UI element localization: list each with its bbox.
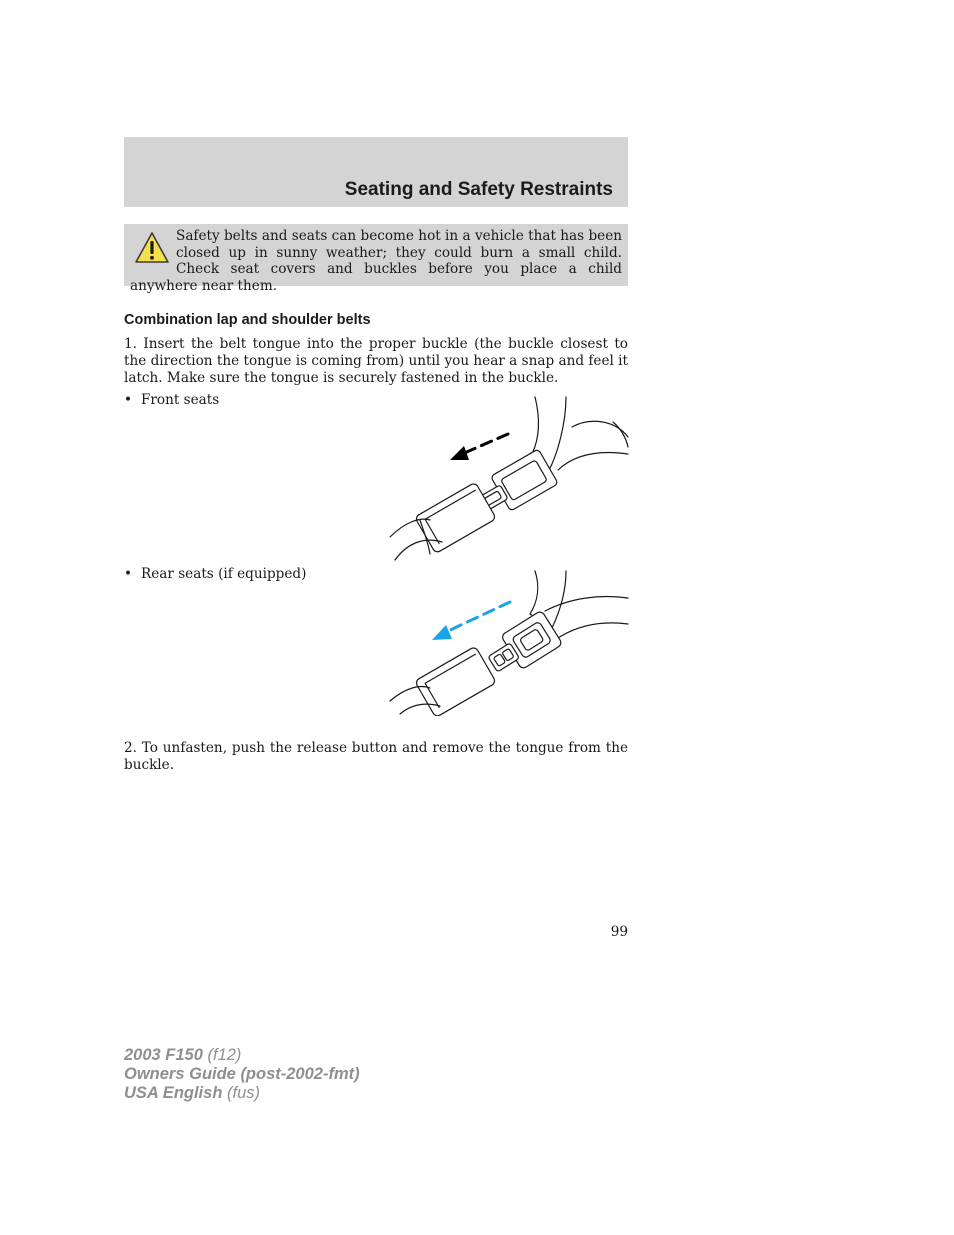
footer-line-1: 2003 F150 (f12) — [124, 1046, 242, 1064]
warning-box — [124, 224, 628, 294]
warning-triangle-icon — [134, 231, 170, 265]
footer-line-3: USA English (fus) — [124, 1084, 260, 1102]
document-footer — [124, 1046, 360, 1103]
front-seat-belt-illustration — [380, 392, 630, 562]
step-1-text: 1. Insert the belt tongue into the proper buckle (the buckle closest to the direction the tongue is coming from) until you hear a snap and feel it latch. Make sure the tongue is securely fastened in the buckle. — [124, 336, 628, 386]
insert-direction-arrow — [462, 434, 508, 454]
bullet-marker: • — [124, 566, 133, 582]
bullet-rear-seats — [124, 566, 306, 583]
step-2-text: 2. To unfasten, push the release button and remove the tongue from the buckle. — [124, 740, 628, 773]
page-number: 99 — [610, 924, 628, 940]
section-heading: Combination lap and shoulder belts — [124, 312, 371, 328]
rear-seat-belt-illustration — [380, 566, 630, 716]
bullet-label: Front seats — [141, 392, 220, 408]
bullet-marker: • — [124, 392, 133, 408]
bullet-front-seats — [124, 392, 219, 409]
insert-direction-arrow — [446, 602, 510, 632]
warning-text: Safety belts and seats can become hot in a vehicle that has been closed up in sunny weather; they could burn a small child. Check seat covers and buckles before you place a child anywhere near them. — [130, 228, 622, 294]
page-title: Seating and Safety Restraints — [344, 179, 613, 200]
bullet-label: Rear seats (if equipped) — [141, 566, 307, 582]
section-header — [124, 137, 628, 207]
footer-line-2: Owners Guide (post-2002-fmt) — [124, 1065, 360, 1083]
